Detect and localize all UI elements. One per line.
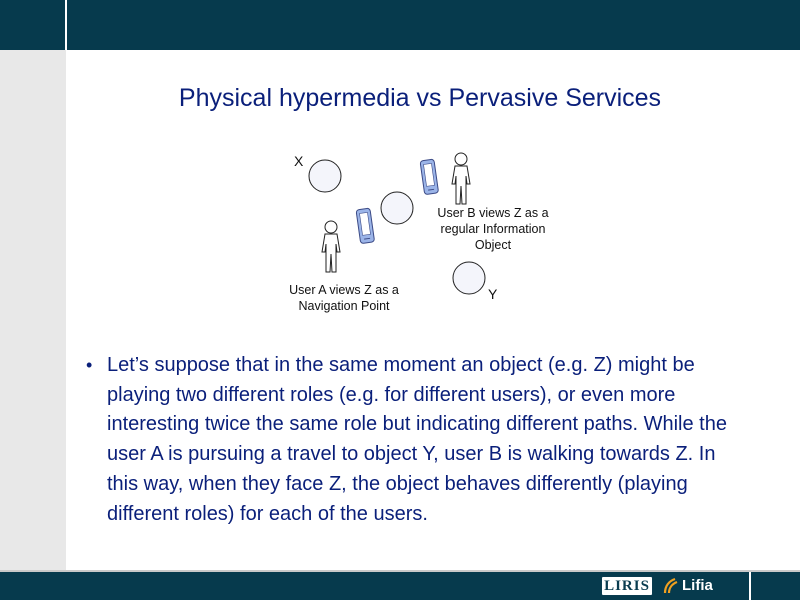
top-bar bbox=[0, 0, 800, 50]
object-y-circle bbox=[453, 262, 485, 294]
left-margin bbox=[0, 50, 66, 572]
user-a-caption-line2: Navigation Point bbox=[298, 299, 390, 313]
lifia-logo-text: Lifia bbox=[682, 577, 713, 594]
device-a-icon bbox=[356, 208, 375, 244]
bottom-bar bbox=[0, 572, 800, 600]
top-bar-divider bbox=[65, 0, 67, 50]
bullet-dot-icon: • bbox=[86, 355, 93, 375]
lifia-mark-icon bbox=[662, 577, 680, 595]
bullet-text: Let’s suppose that in the same moment an object (e.g. Z) might be playing two different roles (e.g. for different users), or even more interesting twice the same role but indicating different paths. While the user A is pursuing a travel to object Y, user B is walking towards Z. In this way, when they face Z, the object behaves differently (playing different roles) for each of the users. bbox=[107, 354, 727, 525]
user-b-caption-line2: regular Information bbox=[440, 222, 546, 236]
bullet-item bbox=[86, 351, 746, 529]
user-b-caption bbox=[428, 205, 558, 253]
object-z-circle bbox=[381, 192, 413, 224]
slide-title: Physical hypermedia vs Pervasive Services bbox=[178, 84, 662, 112]
user-a-figure-icon bbox=[322, 221, 340, 272]
user-a-caption bbox=[278, 282, 410, 314]
label-x: X bbox=[294, 153, 304, 169]
user-a-caption-line1: User A views Z as a bbox=[289, 283, 399, 297]
label-y: Y bbox=[488, 286, 498, 302]
object-x-circle bbox=[309, 160, 341, 192]
device-b-icon bbox=[420, 159, 439, 195]
diagram bbox=[270, 148, 570, 323]
user-b-caption-line3: Object bbox=[474, 238, 512, 252]
liris-logo: LIRIS bbox=[601, 576, 653, 596]
bottom-bar-divider bbox=[749, 572, 751, 600]
user-b-caption-line1: User B views Z as a bbox=[437, 206, 549, 220]
user-b-figure-icon bbox=[452, 153, 470, 204]
